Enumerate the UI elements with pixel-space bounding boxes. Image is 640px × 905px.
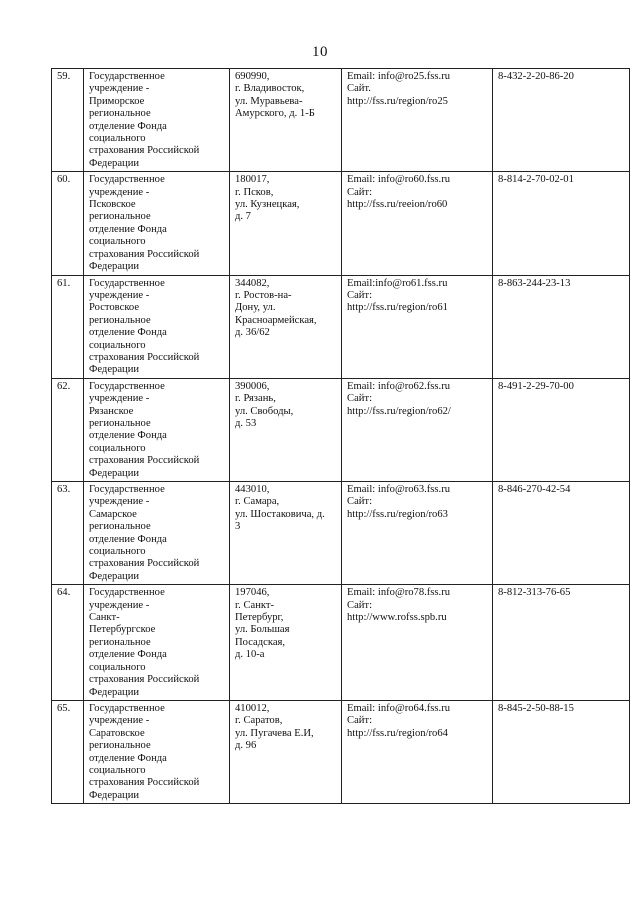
contact-info-line: http://fss.ru/reeion/ro60 [347,199,448,211]
contact-info [342,700,493,803]
contact-info-line: Сайт. [347,83,371,95]
institution-name [84,378,230,481]
contact-info-line: Email: info@ro60.fss.ru [347,174,451,186]
institution-name-line: социального [89,133,146,145]
institution-name-line: Государственное [89,71,165,82]
institution-name-line: учреждение - [89,599,150,611]
contact-info-line: Email:info@ro61.fss.ru [347,277,448,289]
table-row [52,482,630,585]
institution-name-line: страхования Российской [89,777,200,789]
postal-address-line: г. Саратов, [235,715,283,727]
row-number: 59. [52,69,84,172]
postal-address-line: г. Владивосток, [235,83,305,95]
postal-address-line: ул. Пугачева Е.И, [235,727,314,739]
postal-address [230,69,342,172]
institution-name-line: отделение Фонда [89,120,167,132]
institution-name-line: отделение Фонда [89,649,167,661]
institution-name-line: социального [89,764,146,776]
postal-address-line: 443010, [235,484,270,495]
fss-offices-table [51,68,630,804]
institution-name-line: учреждение - [89,496,150,508]
institution-name-line: Государственное [89,702,165,714]
institution-name-line: учреждение - [89,289,150,301]
institution-name-line: страхования Российской [89,455,200,467]
postal-address-line: Петербург, [235,612,284,624]
institution-name-line: учреждение - [89,715,150,727]
contact-info-line: http://fss.ru/region/ro61 [347,302,448,314]
postal-address-line: г. Рязань, [235,393,276,405]
contact-info [342,69,493,172]
institution-name-line: социального [89,546,146,558]
row-number: 62. [52,378,84,481]
institution-name-line: социального [89,236,146,248]
institution-name-line: Федерации [89,157,140,169]
contact-info [342,482,493,585]
institution-name-line: учреждение - [89,186,150,198]
phone-number: 8-846-270-42-54 [493,482,630,585]
institution-name-line: региональное [89,314,151,326]
institution-name-line: отделение Фонда [89,430,167,442]
institution-name-line: региональное [89,211,151,223]
institution-name-line: Рязанское [89,405,134,417]
postal-address-line: г. Псков, [235,186,274,198]
phone-number: 8-814-2-70-02-01 [493,172,630,275]
institution-name-line: страхования Российской [89,248,200,260]
postal-address-line: 197046, [235,587,270,599]
institution-name-line: Государственное [89,174,165,186]
postal-address-line: Красноармейская, [235,314,317,326]
postal-address-line: Амурского, д. 1-Б [235,108,315,120]
institution-name-line: отделение Фонда [89,223,167,235]
table-row [52,172,630,275]
institution-name-line: Федерации [89,686,140,698]
postal-address-line: 390006, [235,380,270,392]
postal-address-line: 3 [235,521,241,533]
row-number: 61. [52,275,84,378]
postal-address-line: ул. Шостаковича, д. [235,508,325,520]
postal-address [230,378,342,481]
institution-name-line: Петербургское [89,624,156,636]
institution-name-line: Федерации [89,789,140,801]
institution-name [84,69,230,172]
contact-info-line: Email: info@ro62.fss.ru [347,380,451,392]
contact-info-line: Сайт: [347,496,373,508]
phone-number: 8-432-2-20-86-20 [493,69,630,172]
contact-info-line: Сайт: [347,715,373,727]
postal-address-line: д. 36/62 [235,327,270,339]
institution-name-line: социального [89,442,146,454]
institution-name-line: страхования Российской [89,145,200,157]
table-body [52,69,630,804]
postal-address-line: ул. Свободы, [235,405,294,417]
institution-name-line: страхования Российской [89,674,200,686]
institution-name-line: Санкт- [89,612,120,624]
postal-address [230,482,342,585]
contact-info-line: Email: info@ro78.fss.ru [347,587,451,599]
phone-number: 8-812-313-76-65 [493,585,630,701]
institution-name-line: социального [89,339,146,351]
postal-address-line: д. 7 [235,211,251,223]
postal-address [230,585,342,701]
postal-address [230,275,342,378]
postal-address-line: г. Ростов-на- [235,289,292,301]
postal-address-line: 410012, [235,702,270,714]
institution-name-line: Федерации [89,570,140,582]
page-number: 10 [312,44,328,60]
institution-name [84,482,230,585]
row-number: 63. [52,482,84,585]
postal-address-line: 180017, [235,174,270,186]
phone-number: 8-845-2-50-88-15 [493,700,630,803]
contact-info-line: http://fss.ru/region/ro25 [347,95,448,107]
contact-info-line: Email: info@ro63.fss.ru [347,484,451,495]
institution-name-line: Федерации [89,467,140,479]
contact-info-line: Сайт: [347,289,373,301]
row-number: 65. [52,700,84,803]
contact-info-line: Email: info@ro25.fss.ru [347,71,451,82]
contact-info [342,275,493,378]
institution-name-line: отделение Фонда [89,752,167,764]
institution-name-line: социального [89,661,146,673]
contact-info-line: http://www.rofss.spb.ru [347,612,447,624]
contact-info [342,585,493,701]
postal-address-line: г. Санкт- [235,599,275,611]
institution-name-line: страхования Российской [89,351,200,363]
postal-address-line: Посадская, [235,636,286,648]
table-row [52,585,630,701]
phone-number: 8-863-244-23-13 [493,275,630,378]
institution-name-line: Федерации [89,261,140,273]
contact-info-line: http://fss.ru/region/ro63 [347,508,448,520]
postal-address-line: 344082, [235,277,270,289]
postal-address-line: Дону, ул. [235,302,276,314]
contact-info [342,378,493,481]
institution-name [84,700,230,803]
institution-name-line: региональное [89,108,151,120]
table-row [52,275,630,378]
institution-name-line: Самарское [89,508,137,520]
contact-info-line: http://fss.ru/region/ro62/ [347,405,451,417]
postal-address-line: г. Самара, [235,496,280,508]
table-row [52,700,630,803]
postal-address-line: д. 53 [235,417,257,429]
institution-name-line: отделение Фонда [89,533,167,545]
institution-name-line: отделение Фонда [89,327,167,339]
institution-name-line: Государственное [89,380,165,392]
institution-name-line: Псковское [89,199,136,211]
institution-name-line: региональное [89,417,151,429]
institution-name-line: Государственное [89,277,165,289]
institution-name-line: региональное [89,521,151,533]
postal-address-line: д. 96 [235,740,257,752]
institution-name [84,585,230,701]
table-row [52,69,630,172]
institution-name-line: Федерации [89,364,140,376]
contact-info-line: Сайт: [347,186,373,198]
institution-name-line: Приморское [89,95,145,107]
postal-address-line: ул. Большая [235,624,290,636]
institution-name-line: Ростовское [89,302,140,314]
postal-address-line: ул. Муравьева- [235,95,303,107]
postal-address-line: 690990, [235,71,270,82]
row-number: 60. [52,172,84,275]
postal-address [230,172,342,275]
postal-address-line: д. 10-а [235,649,265,661]
institution-name-line: учреждение - [89,83,150,95]
institution-name [84,275,230,378]
institution-name-line: региональное [89,740,151,752]
institution-name-line: региональное [89,636,151,648]
table-row [52,378,630,481]
phone-number: 8-491-2-29-70-00 [493,378,630,481]
institution-name-line: Саратовское [89,727,145,739]
institution-name-line: Государственное [89,484,165,495]
contact-info-line: Сайт: [347,599,373,611]
institution-name-line: Государственное [89,587,165,599]
institution-name-line: учреждение - [89,393,150,405]
contact-info-line: http://fss.ru/region/ro64 [347,727,448,739]
contact-info-line: Сайт: [347,393,373,405]
contact-info [342,172,493,275]
postal-address [230,700,342,803]
contact-info-line: Email: info@ro64.fss.ru [347,702,451,714]
institution-name [84,172,230,275]
institution-name-line: страхования Российской [89,558,200,570]
postal-address-line: ул. Кузнецкая, [235,199,300,211]
row-number: 64. [52,585,84,701]
